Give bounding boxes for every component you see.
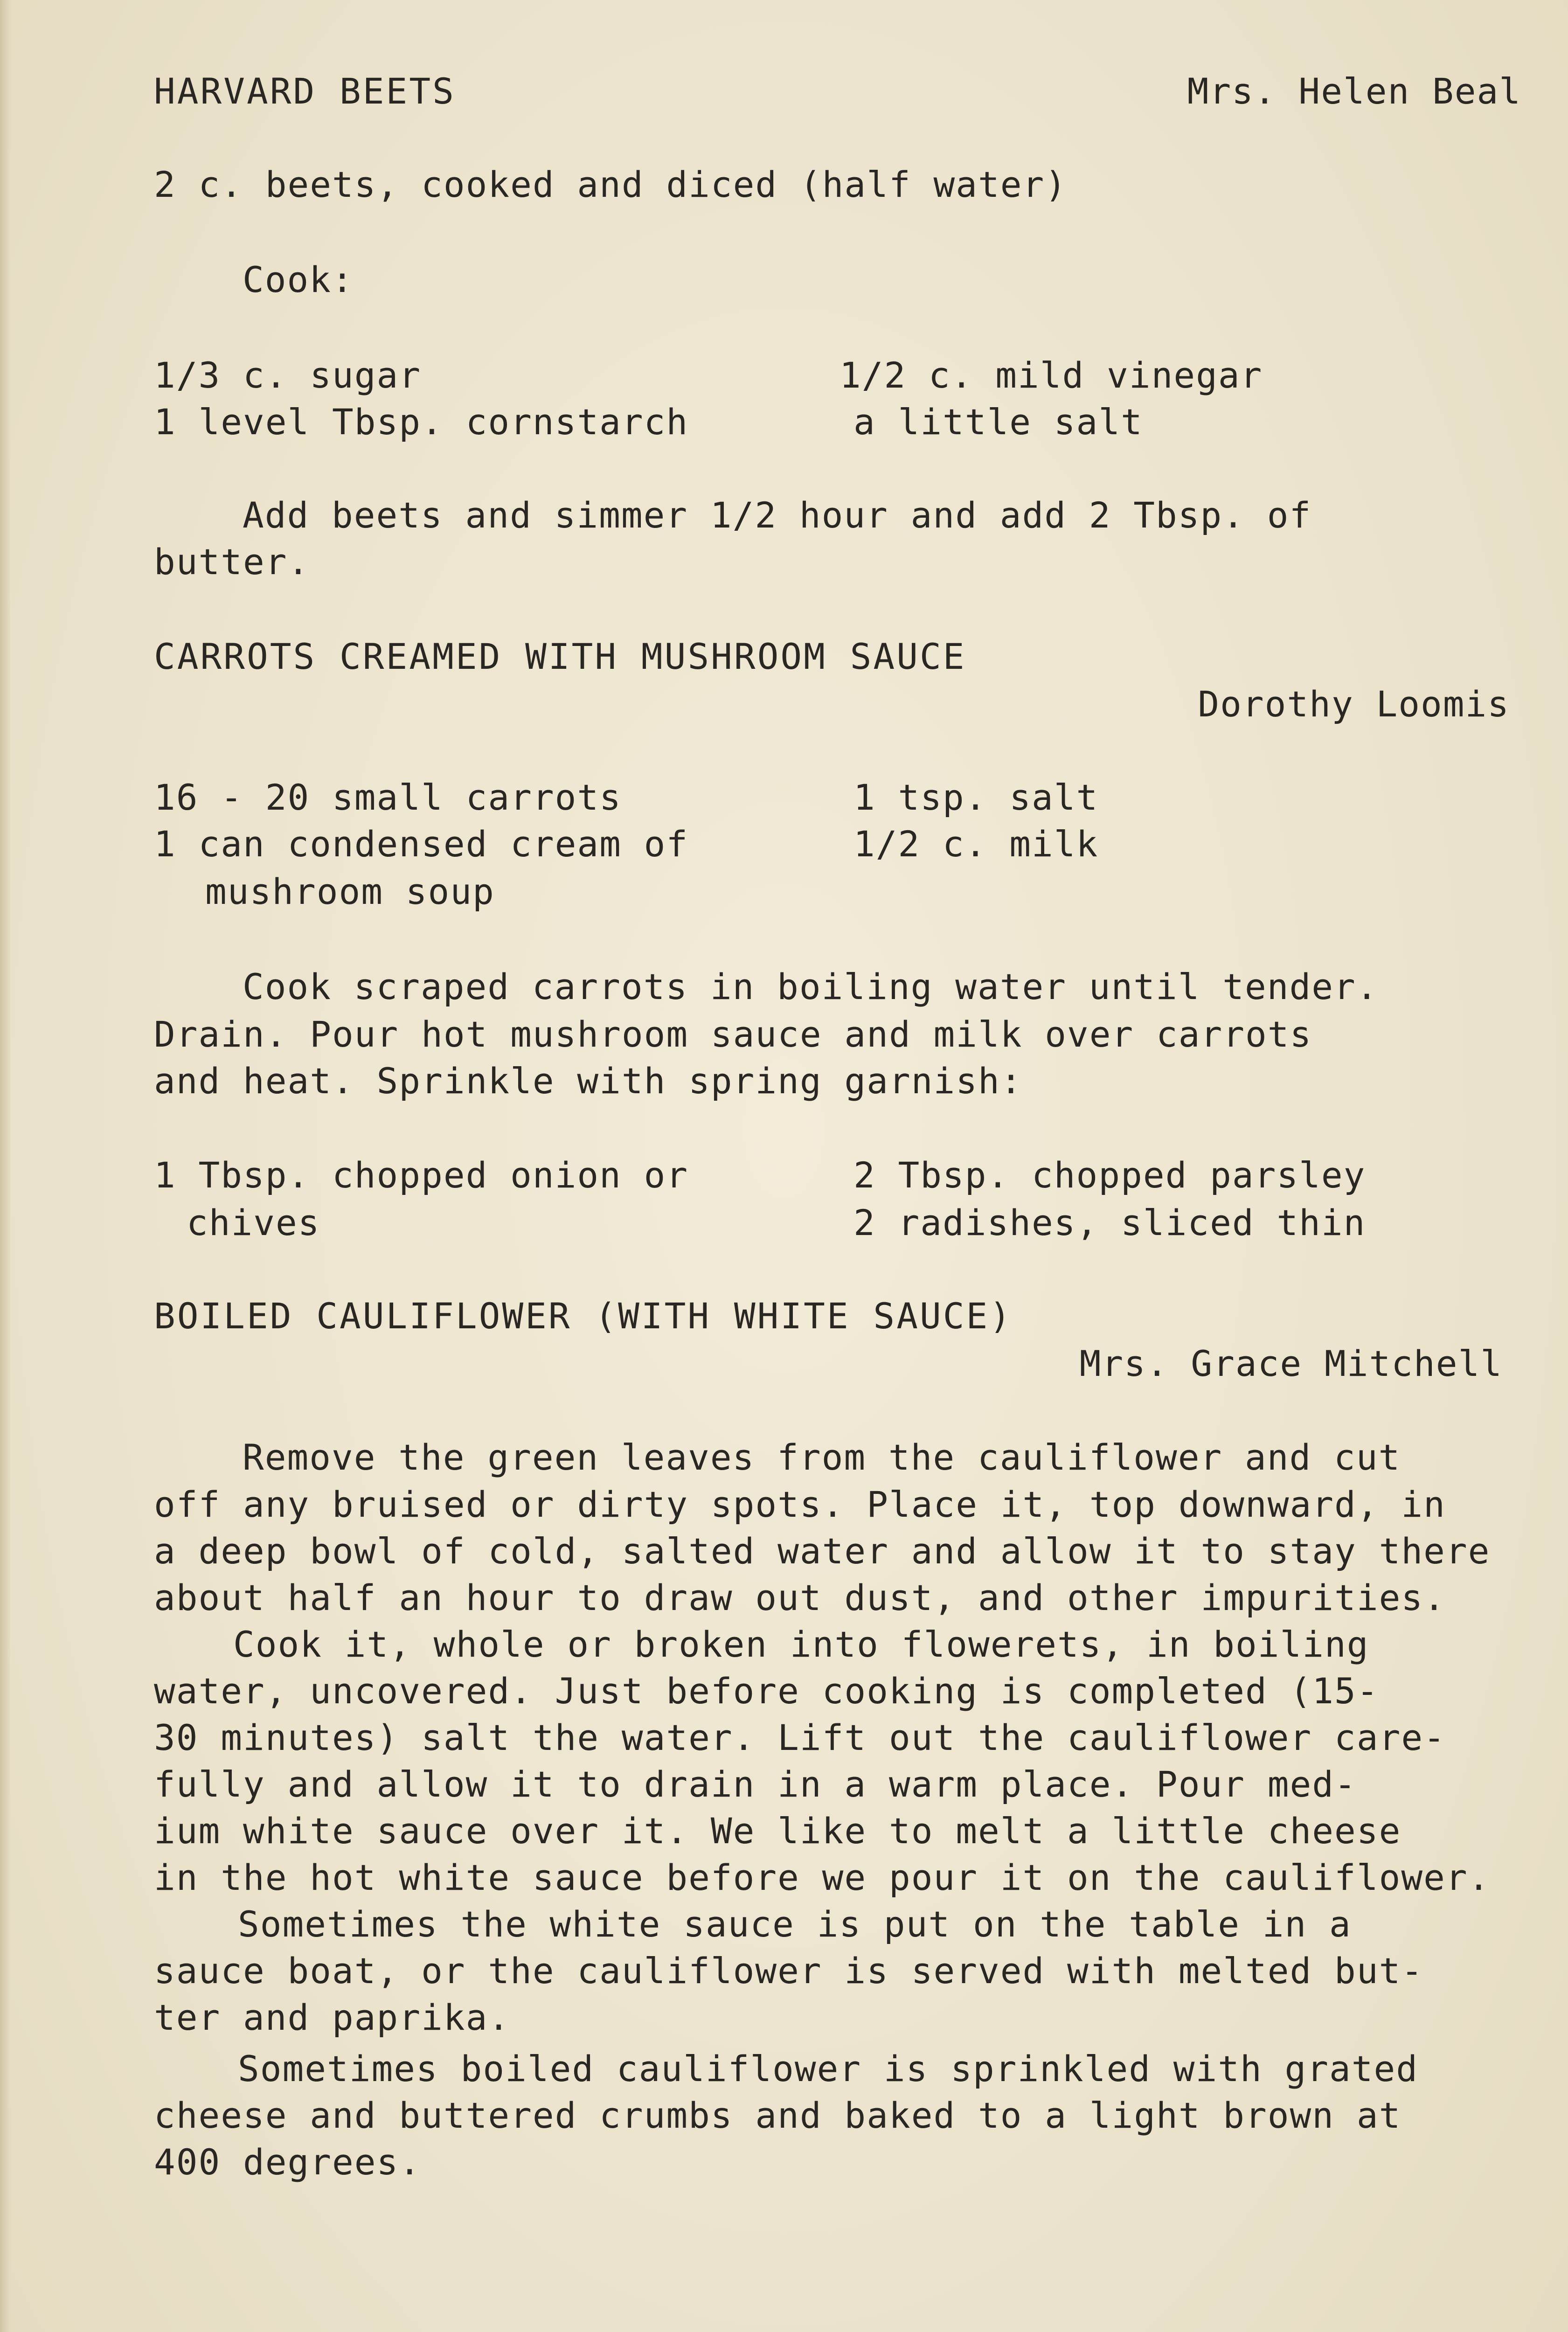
direction-line: Cook it, whole or broken into flowerets, in boiling: [233, 1624, 1369, 1665]
direction-line: Sometimes the white sauce is put on the table in a: [238, 1903, 1352, 1945]
ingredient-left: 16 - 20 small carrots: [154, 777, 622, 818]
garnish-right: 2 Tbsp. chopped parsley: [853, 1154, 1366, 1196]
direction-line: in the hot white sauce before we pour it on the cauliflower.: [154, 1857, 1491, 1898]
page-binding-edge: [0, 0, 10, 2332]
direction-line: Sometimes boiled cauliflower is sprinkled with grated: [238, 2048, 1419, 2089]
direction-line: fully and allow it to drain in a warm place. Pour med-: [154, 1763, 1357, 1805]
direction-line: 400 degrees.: [154, 2141, 422, 2183]
direction-line: ium white sauce over it. We like to melt a little cheese: [154, 1810, 1401, 1852]
recipe-author: Mrs. Helen Beal: [1187, 70, 1521, 112]
direction-line: cheese and buttered crumbs and baked to a light brown at: [154, 2095, 1401, 2136]
direction-line: Add beets and simmer 1/2 hour and add 2 Tbsp. of: [243, 494, 1312, 536]
recipe-author: Dorothy Loomis: [1198, 683, 1510, 725]
direction-line: Cook scraped carrots in boiling water until tender.: [243, 966, 1379, 1007]
garnish-left: chives: [187, 1202, 320, 1243]
direction-line: butter.: [154, 541, 310, 583]
direction-line: Drain. Pour hot mushroom sauce and milk over carrots: [154, 1013, 1312, 1055]
direction-line: ter and paprika.: [154, 1997, 511, 2038]
ingredient-left: mushroom soup: [205, 871, 495, 912]
direction-line: Remove the green leaves from the cauliflower and cut: [243, 1437, 1401, 1478]
ingredient-left: 1 level Tbsp. cornstarch: [154, 401, 689, 443]
recipe-title: BOILED CAULIFLOWER (WITH WHITE SAUCE): [154, 1295, 1013, 1337]
direction-line: off any bruised or dirty spots. Place it, top downward, in: [154, 1484, 1446, 1525]
garnish-right: 2 radishes, sliced thin: [853, 1202, 1366, 1243]
direction-line: about half an hour to draw out dust, and other impurities.: [154, 1577, 1446, 1618]
direction-line: and heat. Sprinkle with spring garnish:: [154, 1060, 1023, 1102]
ingredient-left: 1/3 c. sugar: [154, 354, 422, 396]
ingredient-right: 1/2 c. milk: [853, 823, 1099, 865]
direction-line: water, uncovered. Just before cooking is completed (15-: [154, 1670, 1379, 1712]
ingredient-left: 1 can condensed cream of: [154, 823, 689, 865]
direction-line: sauce boat, or the cauliflower is served with melted but-: [154, 1950, 1424, 1992]
direction-line: a deep bowl of cold, salted water and allow it to stay there: [154, 1530, 1491, 1572]
direction-line: 30 minutes) salt the water. Lift out the cauliflower care-: [154, 1717, 1446, 1758]
garnish-left: 1 Tbsp. chopped onion or: [154, 1154, 689, 1196]
recipe-title: HARVARD BEETS: [154, 70, 456, 112]
ingredient-right: 1 tsp. salt: [853, 777, 1099, 818]
ingredient-right: a little salt: [853, 401, 1143, 443]
ingredient-right: 1/2 c. mild vinegar: [840, 354, 1263, 396]
recipe-title: CARROTS CREAMED WITH MUSHROOM SAUCE: [154, 636, 966, 677]
recipe-author: Mrs. Grace Mitchell: [1079, 1343, 1503, 1384]
recipe-intro: 2 c. beets, cooked and diced (half water): [154, 164, 1067, 205]
recipe-sub-label: Cook:: [243, 259, 354, 300]
